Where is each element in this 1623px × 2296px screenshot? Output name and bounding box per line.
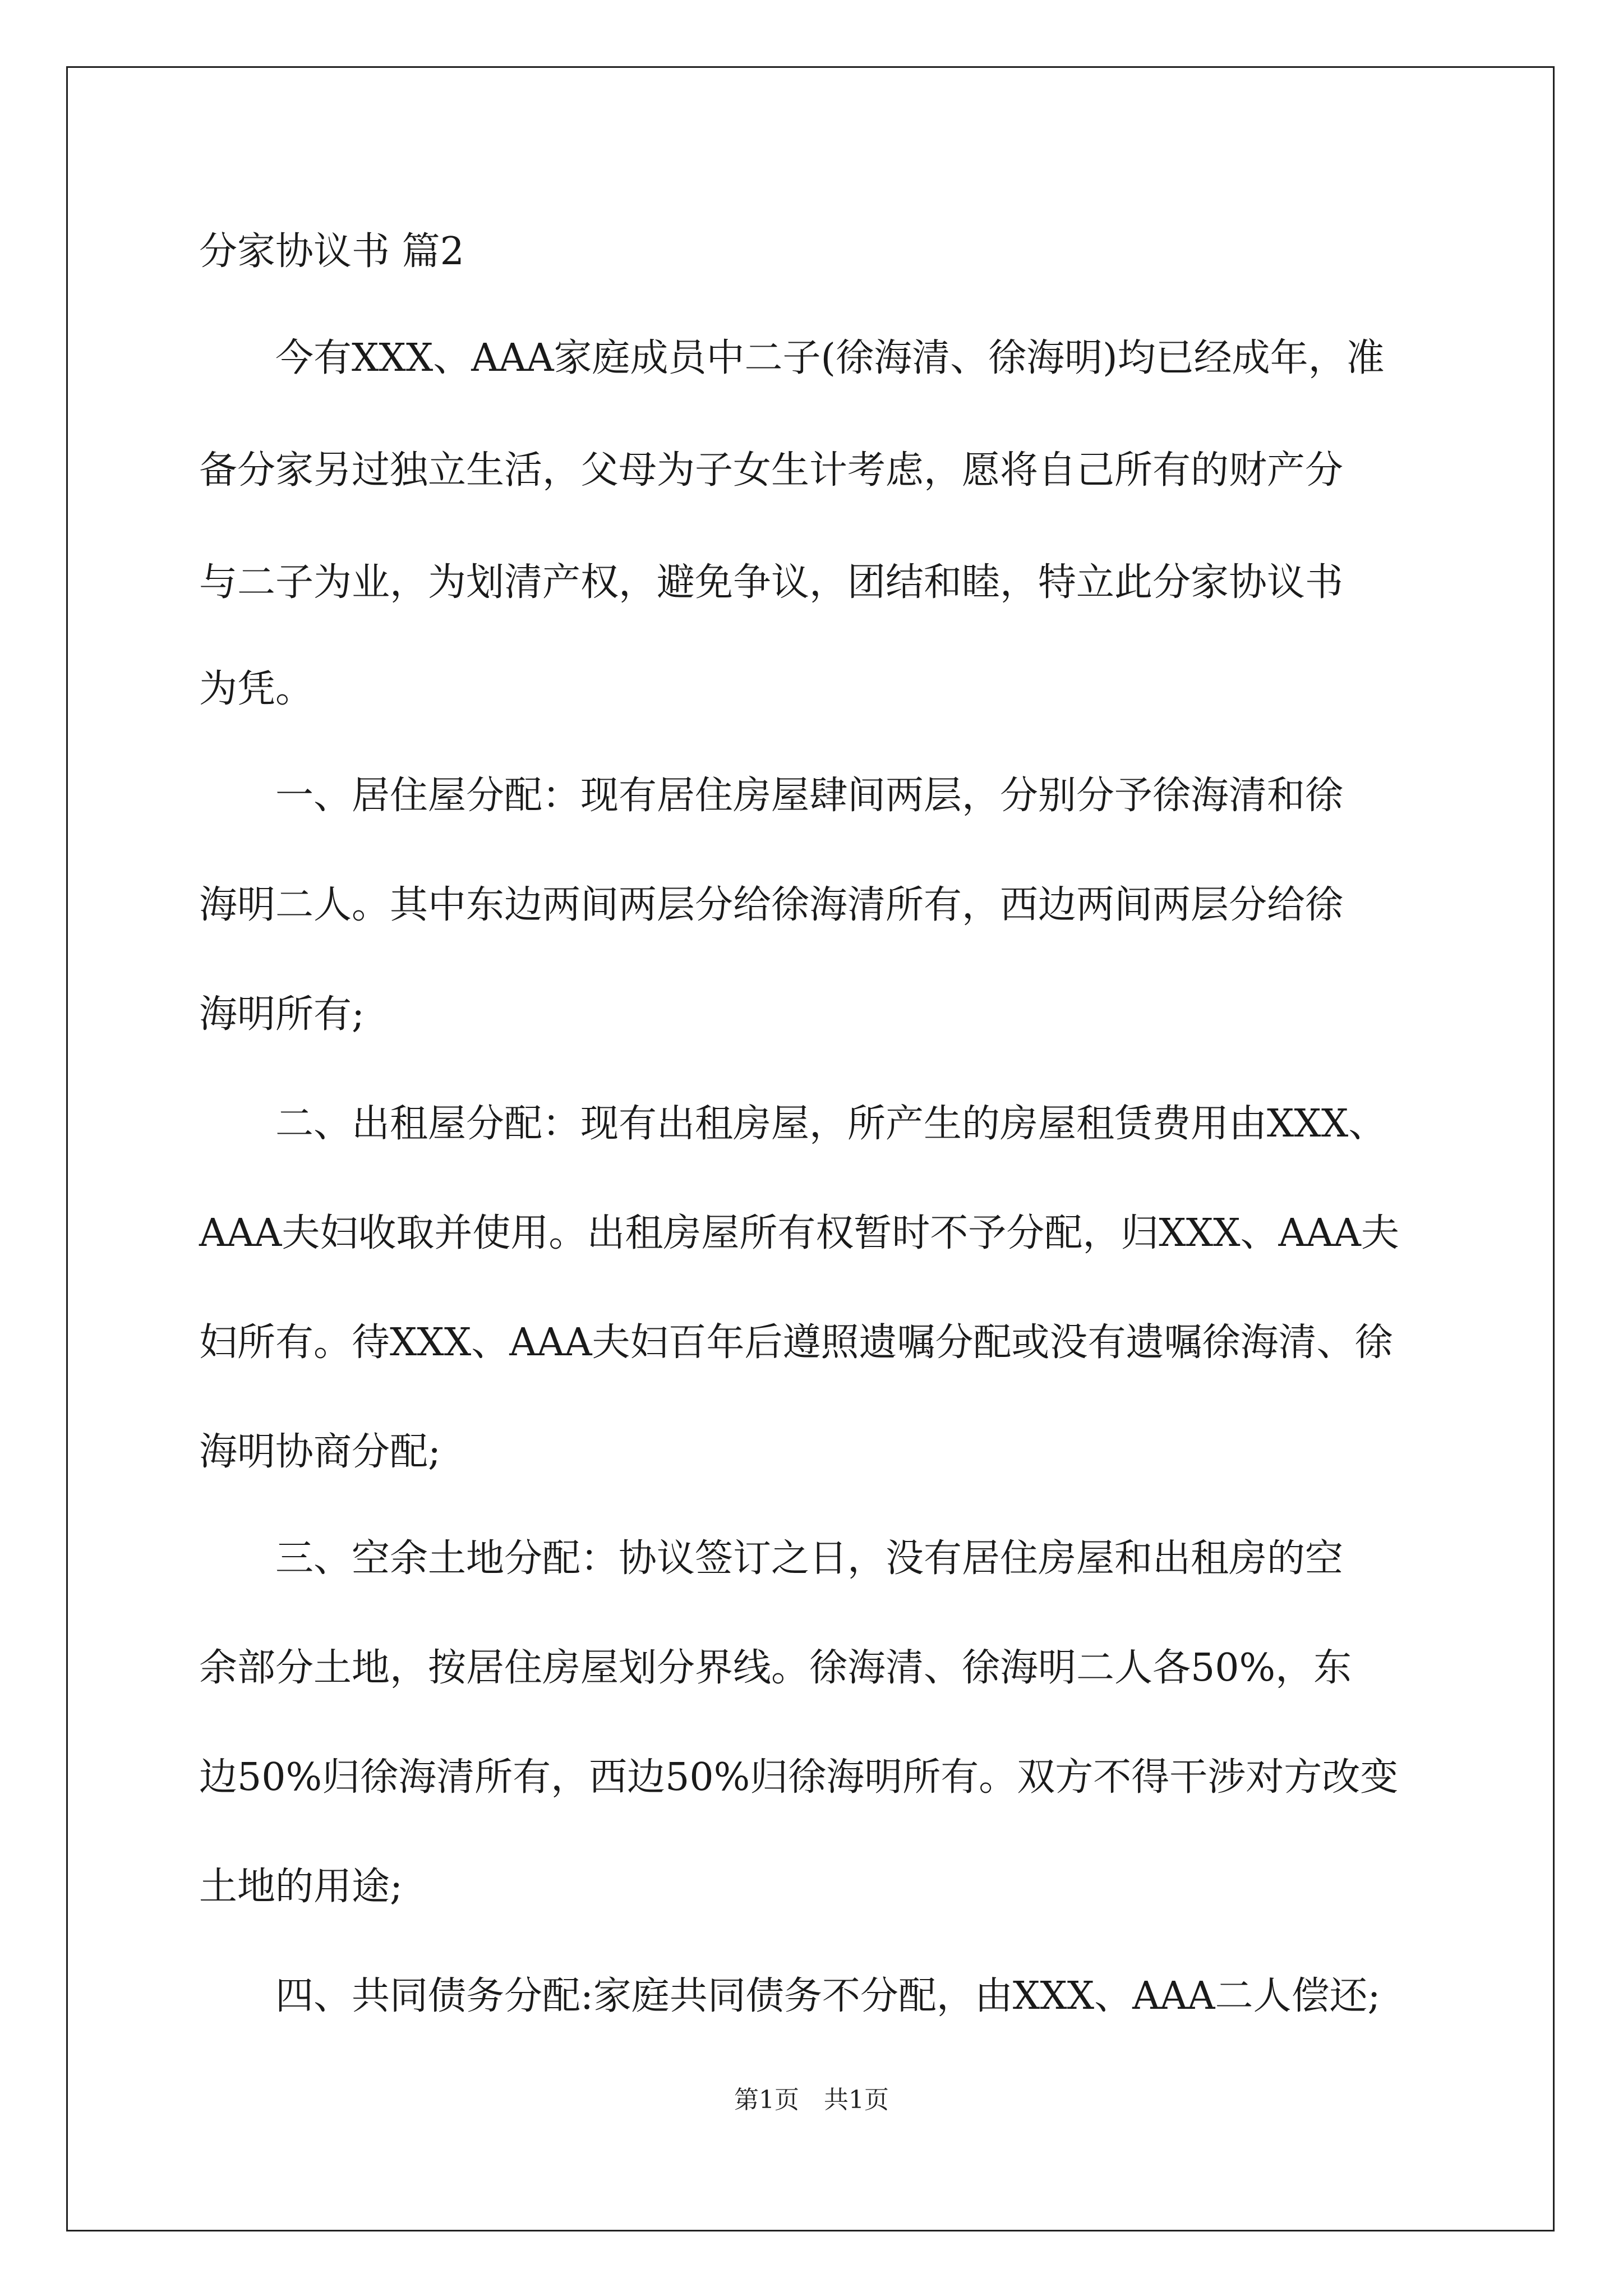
paragraph-2-line-2: 海明二人。其中东边两间两层分给徐海清所有，西边两间两层分给徐 bbox=[199, 883, 1344, 927]
paragraph-3-line-3: 妇所有。待XXX、AAA夫妇百年后遵照遗嘱分配或没有遗嘱徐海清、徐 bbox=[199, 1320, 1393, 1365]
paragraph-4-line-1: 三、空余土地分配：协议签订之日，没有居住房屋和出租房的空 bbox=[199, 1536, 1344, 1581]
paragraph-1-line-4: 为凭。 bbox=[199, 667, 314, 711]
paragraph-4-line-3: 边50%归徐海清所有，西边50%归徐海明所有。双方不得干涉对方改变 bbox=[199, 1755, 1399, 1800]
paragraph-3-line-1: 二、出租屋分配：现有出租房屋，所产生的房屋租赁费用由XXX、 bbox=[199, 1102, 1387, 1146]
paragraph-4-line-2: 余部分土地，按居住房屋划分界线。徐海清、徐海明二人各50%，东 bbox=[199, 1646, 1352, 1690]
paragraph-5-line-1: 四、共同债务分配:家庭共同债务不分配，由XXX、AAA二人偿还; bbox=[199, 1974, 1381, 2018]
paragraph-3-line-4: 海明协商分配; bbox=[199, 1430, 441, 1474]
paragraph-1-line-2: 备分家另过独立生活，父母为子女生计考虑，愿将自己所有的财产分 bbox=[199, 448, 1344, 493]
paragraph-2-line-1: 一、居住屋分配：现有居住房屋肆间两层，分别分予徐海清和徐 bbox=[199, 774, 1344, 818]
paragraph-1-line-1: 今有XXX、AAA家庭成员中二子(徐海清、徐海明)均已经成年，准 bbox=[199, 336, 1385, 380]
document-title: 分家协议书 篇2 bbox=[199, 229, 464, 274]
paragraph-2-line-3: 海明所有; bbox=[199, 992, 365, 1037]
paragraph-3-line-2: AAA夫妇收取并使用。出租房屋所有权暂时不予分配，归XXX、AAA夫 bbox=[199, 1211, 1399, 1255]
paragraph-1-line-3: 与二子为业，为划清产权，避免争议，团结和睦，特立此分家协议书 bbox=[199, 560, 1344, 605]
page-footer: 第1页 共1页 bbox=[734, 2086, 889, 2114]
paragraph-4-line-4: 土地的用途; bbox=[199, 1865, 403, 1909]
